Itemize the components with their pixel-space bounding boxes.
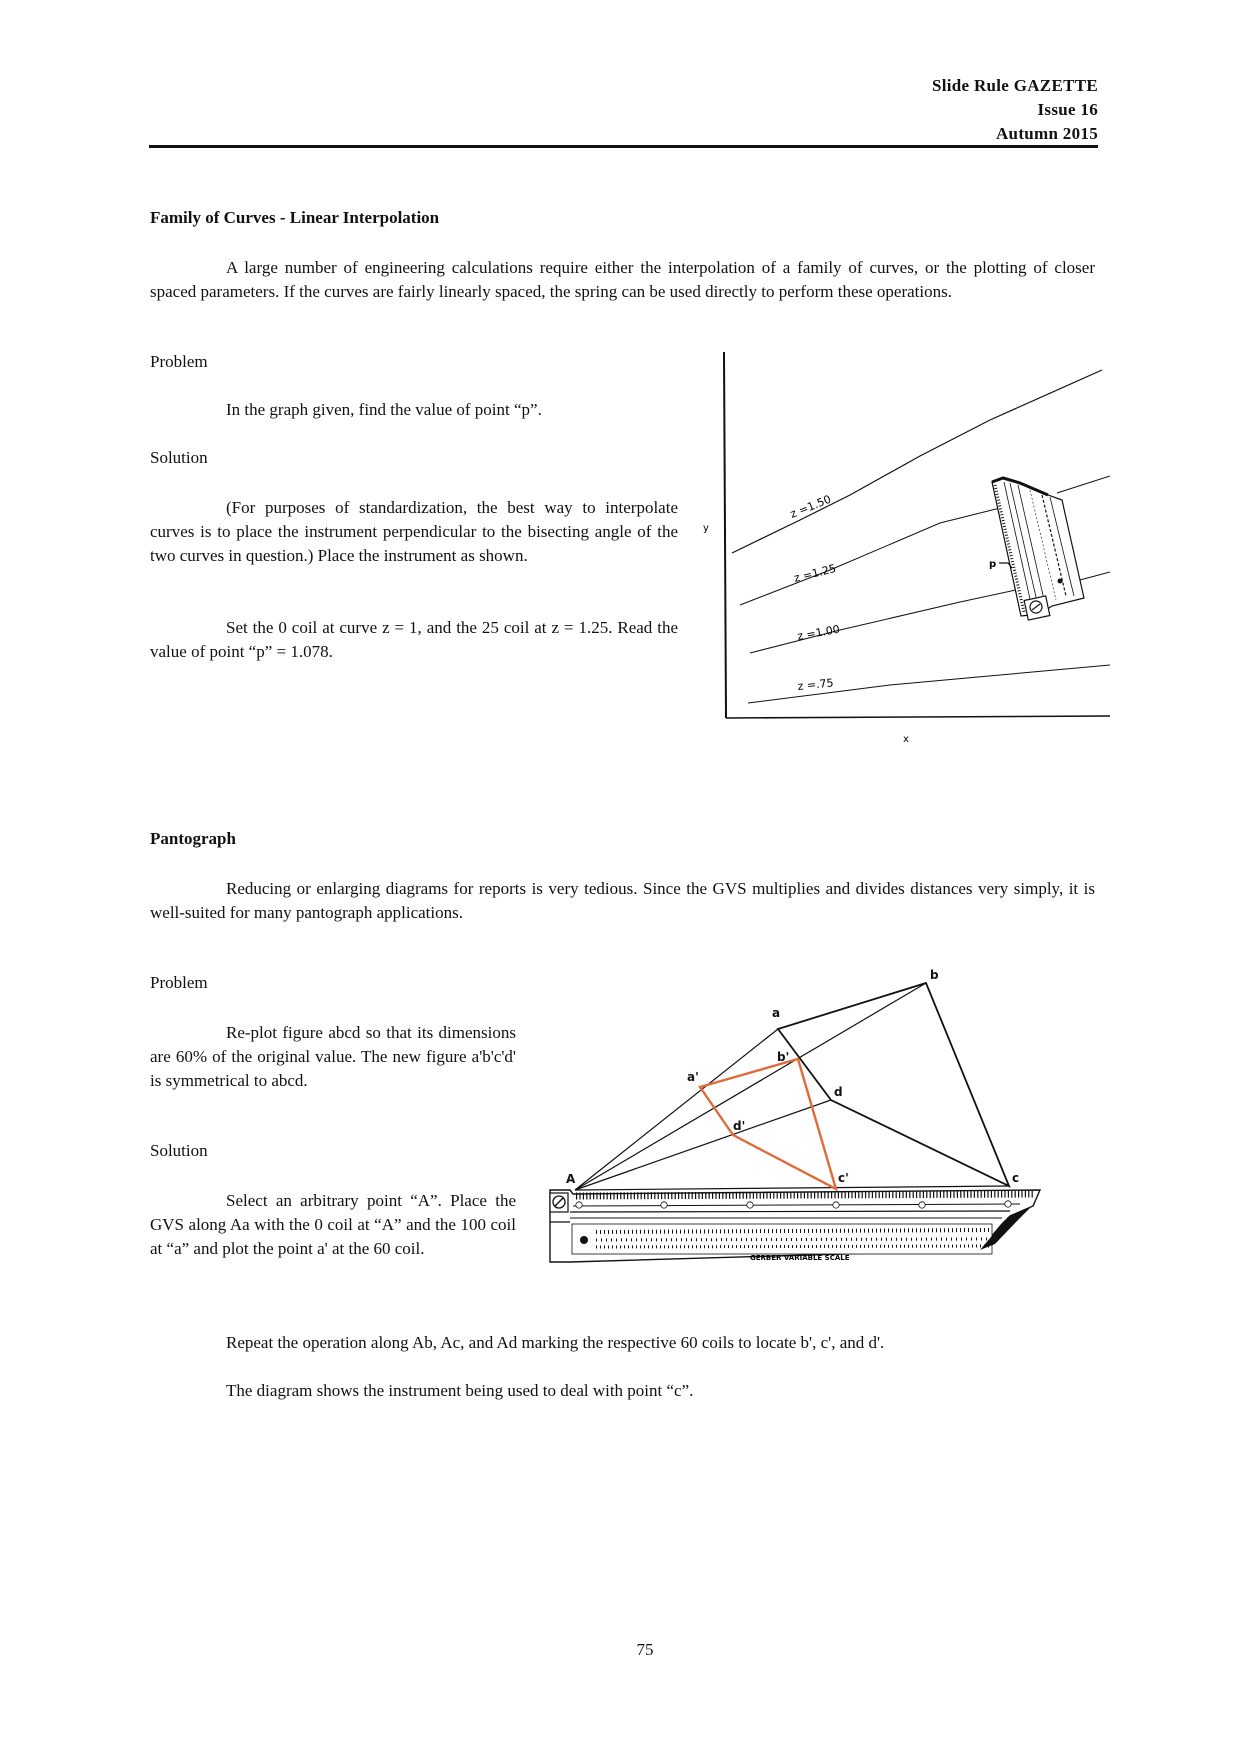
point-p-label: p — [989, 559, 997, 570]
point-a-label: a — [772, 1006, 781, 1020]
solution-label-2: Solution — [150, 1141, 208, 1160]
curve-label-1-50: z =1.50 — [788, 492, 833, 521]
x-axis-label: x — [903, 734, 909, 745]
page-number: 75 — [636, 1640, 654, 1659]
curve-label-0-75: z =.75 — [796, 676, 835, 693]
header-rule — [149, 145, 1098, 148]
solution-paragraph-1: (For purposes of standardization, the best way to interpolate curves is to place the instrument perpendicular to the bisecting angle of the two curves in question.) Place the instrument as shown. — [150, 498, 678, 565]
publication-title: Slide Rule GAZETTE — [932, 76, 1098, 95]
repeat-operation-text: Repeat the operation along Ab, Ac, and Ad marking the respective 60 coils to locate b', c', and d'. — [226, 1333, 885, 1352]
family-of-curves-figure — [690, 340, 1110, 750]
point-a-prime-label: a' — [687, 1070, 699, 1084]
y-axis — [724, 352, 726, 718]
section-title-family-of-curves: Family of Curves - Linear Interpolation — [150, 208, 440, 227]
scale-brand-label: GERBER VARIABLE SCALE — [750, 1254, 850, 1262]
point-d-prime-label: d' — [733, 1119, 746, 1133]
curve-z-1-25 — [740, 508, 1000, 605]
point-b-label: b — [930, 968, 939, 982]
running-header — [932, 74, 1098, 146]
section1-intro-paragraph: A large number of engineering calculations require either the interpolation of a family of curves, or the plotting of closer spaced parameters. If the curves are fairly linearly spaced, the spring can be used directly to perform these operations. — [150, 258, 1095, 301]
gvs-instrument — [992, 478, 1084, 620]
diagram-caption-text: The diagram shows the instrument being used to deal with point “c”. — [226, 1381, 694, 1400]
point-d-label: d — [834, 1085, 843, 1099]
issue-season: Autumn 2015 — [995, 124, 1098, 143]
section-title-pantograph: Pantograph — [150, 829, 236, 848]
curve-z-1-00 — [750, 588, 1025, 653]
problem-label: Problem — [150, 352, 208, 371]
gerber-variable-scale — [550, 1190, 1040, 1262]
solution-paragraph-2: Set the 0 coil at curve z = 1, and the 25 coil at z = 1.25. Read the value of point “p” = 1.078. — [150, 618, 678, 661]
point-c-label: c — [1012, 1171, 1020, 1185]
y-axis-label: y — [703, 523, 709, 534]
problem-text: In the graph given, find the value of point “p”. — [226, 400, 542, 419]
section2-intro-paragraph: Reducing or enlarging diagrams for reports is very tedious. Since the GVS multiplies and divides distances very simply, it is well-suited for many pantograph applications. — [150, 879, 1095, 922]
pantograph-figure — [540, 950, 1100, 1280]
curve-label-1-25: z =1.25 — [792, 561, 838, 585]
figure-abcd — [778, 983, 1009, 1186]
pantograph-problem-text: Re-plot figure abcd so that its dimensions are 60% of the original value. The new figure a'b'c'd' is symmetrical to abcd. — [150, 1023, 516, 1090]
problem-label-2: Problem — [150, 973, 208, 992]
curve-z-1-00-continued — [1080, 572, 1110, 580]
point-b-prime-label: b' — [777, 1050, 790, 1064]
x-axis — [726, 716, 1110, 718]
curve-label-1-00: z =1.00 — [796, 622, 841, 643]
construction-rays — [575, 983, 1009, 1190]
pantograph-solution-text: Select an arbitrary point “A”. Place the GVS along Aa with the 0 coil at “A” and the 100 coil at “a” and plot the point a' at the 60 coil. — [150, 1191, 516, 1258]
curve-z-1-25-continued — [1057, 476, 1110, 493]
point-c-prime-label: c' — [838, 1171, 849, 1185]
solution-label: Solution — [150, 448, 208, 467]
issue-number: Issue 16 — [1037, 100, 1098, 119]
point-A-label: A — [566, 1172, 576, 1186]
